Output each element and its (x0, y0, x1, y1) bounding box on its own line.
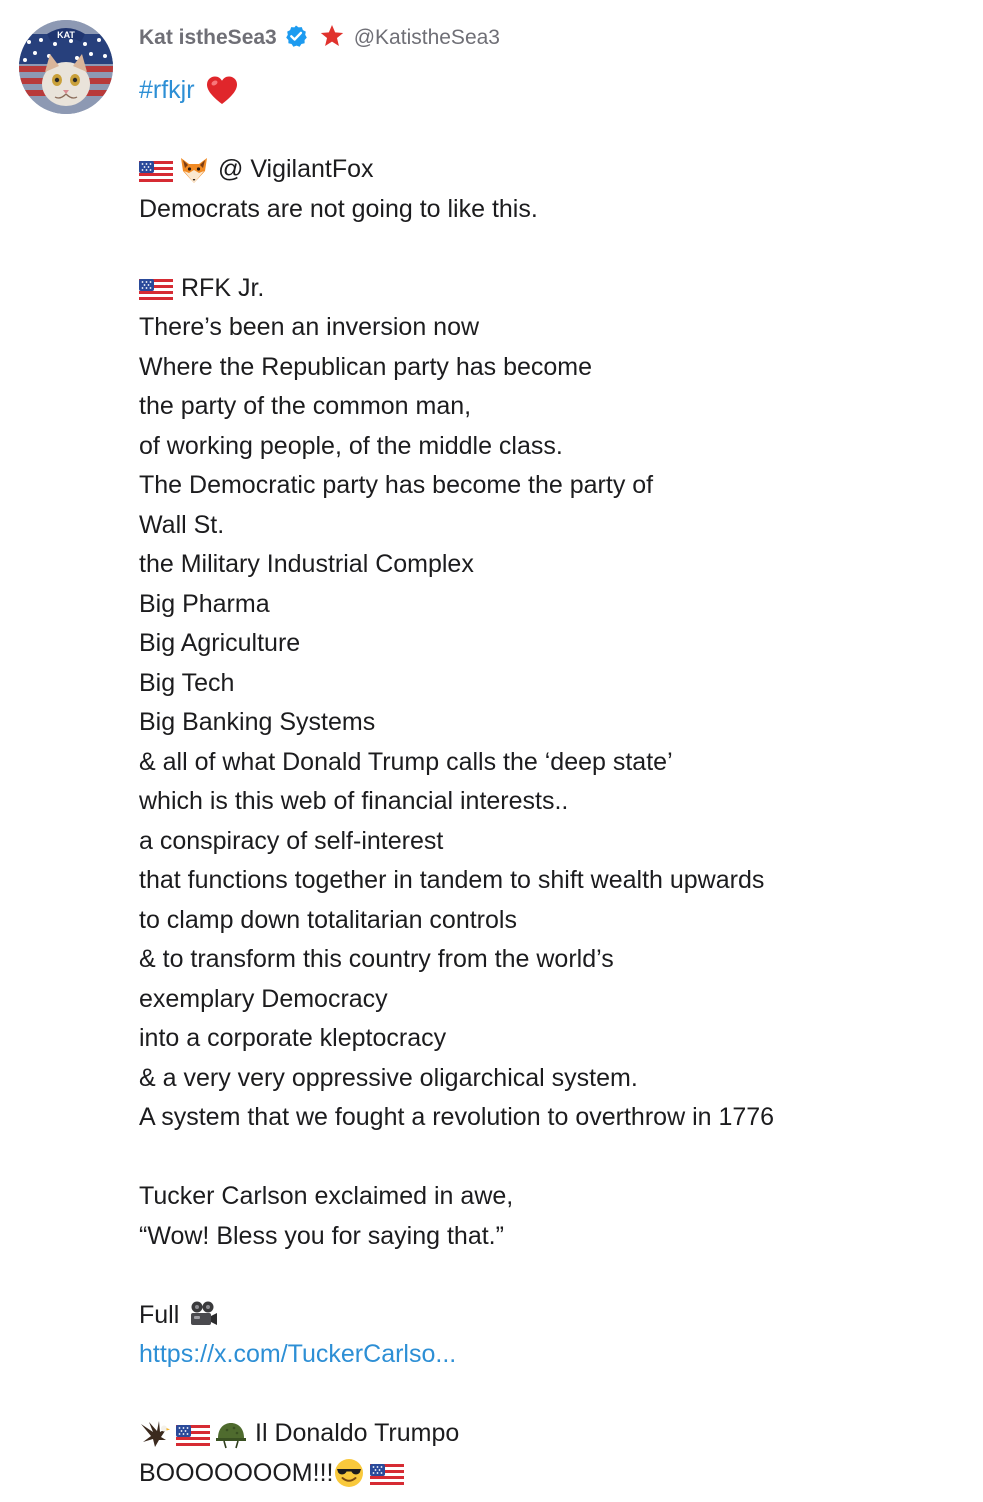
reaction-quote: “Wow! Bless you for saying that.” (139, 1221, 504, 1250)
video-link[interactable]: https://x.com/TuckerCarlso... (139, 1340, 457, 1368)
source-line (139, 150, 959, 190)
speaker-line (139, 269, 959, 309)
author-display-name[interactable]: Kat istheSea3 (139, 26, 277, 49)
fox-face-icon (178, 154, 210, 186)
quote-line: Big Agriculture (139, 629, 301, 657)
us-flag-icon (176, 1422, 210, 1446)
spacer (139, 1138, 959, 1178)
intro-line: Democrats are not going to like this. (139, 194, 538, 223)
spacer (139, 1256, 959, 1296)
full-label: Full (139, 1300, 180, 1329)
hashtag-line (139, 71, 959, 111)
author-handle[interactable]: @KatistheSea3 (353, 26, 500, 49)
quote-line: which is this web of financial interests.. (139, 787, 569, 815)
video-line (139, 1335, 959, 1375)
eagle-icon (139, 1418, 171, 1450)
post-body (139, 71, 959, 1493)
sign-off-text: Il Donaldo Trumpo (255, 1419, 460, 1447)
quote-speaker: RFK Jr. (181, 273, 265, 302)
quote-line: & all of what Donald Trump calls the ‘deep state’ (139, 747, 673, 776)
red-star-icon (308, 23, 345, 54)
closing-line (139, 1454, 959, 1494)
quote-line: There’s been an inversion now (139, 313, 480, 341)
quote-line: & to transform this country from the world’s (139, 945, 614, 973)
quote-line: the party of the common man, (139, 392, 472, 420)
military-helmet-icon (215, 1418, 247, 1450)
spacer (139, 111, 959, 151)
verified-badge-icon (277, 24, 308, 53)
quote-line: exemplary Democracy (139, 984, 388, 1013)
avatar[interactable] (19, 20, 113, 114)
us-flag-icon (139, 276, 173, 300)
us-flag-icon (370, 1461, 404, 1485)
quote-line: the Military Industrial Complex (139, 550, 474, 578)
quote-line: to clamp down totalitarian controls (139, 905, 517, 934)
avatar-badge-text: KAT (57, 30, 75, 40)
quote-line: & a very very oppressive oligarchical system. (139, 1063, 638, 1092)
movie-camera-icon (187, 1299, 219, 1331)
spacer (139, 1375, 959, 1415)
quote-line: that functions together in tandem to shift wealth upwards (139, 866, 765, 894)
reaction-line: Tucker Carlson exclaimed in awe, (139, 1182, 514, 1210)
quote-line: The Democratic party has become the party of (139, 471, 654, 499)
post-header (139, 22, 500, 54)
smiling-face-with-sunglasses-icon (333, 1457, 365, 1489)
sign-off-line (139, 1414, 959, 1454)
quote-line: Big Tech (139, 668, 235, 697)
quote-line: of working people, of the middle class. (139, 431, 563, 460)
source-mention[interactable]: @ VigilantFox (218, 155, 374, 183)
full-video-line (139, 1296, 959, 1336)
spacer (139, 229, 959, 269)
closing-text: BOOOOOOOM!!! (139, 1458, 334, 1487)
hashtag-link[interactable]: #rfkjr (139, 76, 195, 104)
us-flag-icon (139, 158, 173, 182)
quote-line: Big Pharma (139, 589, 270, 618)
quote-line: Big Banking Systems (139, 708, 376, 736)
quote-line: a conspiracy of self-interest (139, 826, 444, 855)
quote-line: A system that we fought a revolution to overthrow in 1776 (139, 1103, 775, 1131)
red-heart-icon (205, 74, 239, 108)
quote-line: Wall St. (139, 510, 225, 539)
quote-line: into a corporate kleptocracy (139, 1024, 447, 1052)
quote-line: Where the Republican party has become (139, 352, 593, 381)
